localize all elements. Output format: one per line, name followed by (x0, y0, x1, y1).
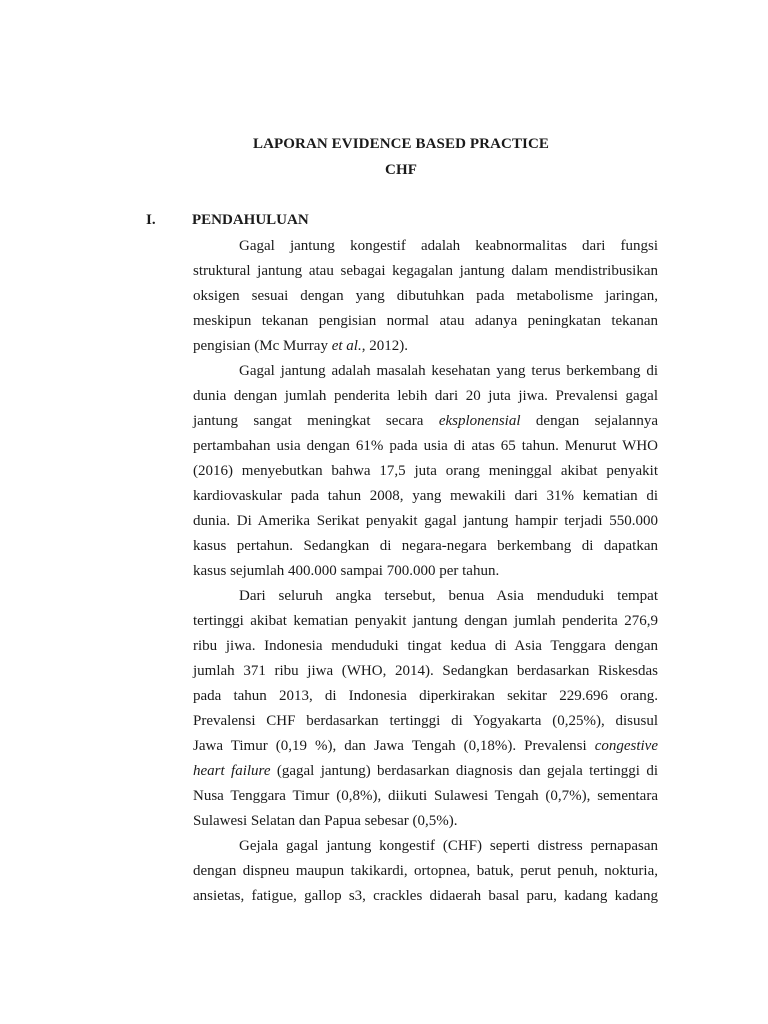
text-run: dunia. Di Amerika Serikat penyakit gagal jantung hampir terjadi 550.000 (193, 513, 658, 529)
text-line (193, 859, 658, 884)
text-run: jumlah 371 ribu jiwa (WHO, 2014). Sedangkan berdasarkan Riskesdas (193, 663, 658, 679)
text-run: Nusa Tenggara Timur (0,8%), diikuti Sulawesi Tengah (0,7%), sementara (193, 788, 658, 804)
text-line (193, 459, 658, 484)
text-run: Prevalensi CHF berdasarkan tertinggi di Yogyakarta (0,25%), disusul (193, 713, 658, 729)
text-run: (2016) menyebutkan bahwa 17,5 juta orang meninggal akibat penyakit (193, 463, 658, 479)
text-run: (gagal jantung) berdasarkan diagnosis dan gejala tertinggi di (270, 763, 658, 779)
text-line (193, 734, 658, 759)
text-run: pengisian (Mc Murray (193, 338, 332, 354)
text-line (193, 359, 658, 384)
text-run: pada tahun 2013, di Indonesia diperkirakan sekitar 229.696 orang. (193, 688, 658, 704)
text-line (193, 434, 658, 459)
paragraph (193, 584, 658, 834)
text-line (193, 659, 658, 684)
text-line (193, 534, 658, 559)
text-line (193, 509, 658, 534)
text-line (193, 234, 658, 259)
text-run: Dari seluruh angka tersebut, benua Asia menduduki tempat (239, 588, 658, 604)
text-run: Gagal jantung kongestif adalah keabnormalitas dari fungsi (239, 238, 658, 254)
text-run: dunia dengan jumlah penderita lebih dari 20 juta jiwa. Prevalensi gagal (193, 388, 658, 404)
text-line (193, 809, 658, 834)
body-text (193, 234, 658, 909)
italic-text: heart failure (193, 763, 271, 779)
text-run: , 2012). (361, 338, 408, 354)
text-run: tertinggi akibat kematian penyakit jantung dengan jumlah penderita 276,9 (193, 613, 658, 629)
text-run: ribu jiwa. Indonesia menduduki tingat kedua di Asia Tenggara dengan (193, 638, 658, 654)
text-run: oksigen sesuai dengan yang dibutuhkan pada metabolisme jaringan, (193, 288, 658, 304)
text-run: Jawa Timur (0,19 %), dan Jawa Tengah (0,18%). Prevalensi (193, 738, 595, 754)
italic-text: eksplonensial (438, 413, 521, 429)
document-subtitle: CHF (385, 162, 417, 178)
text-run: kasus pertahun. Sedangkan di negara-negara berkembang di dapatkan (193, 538, 658, 554)
italic-text: congestive (594, 738, 658, 754)
text-line (193, 484, 658, 509)
section-heading (146, 212, 309, 229)
text-run: dengan sejalannya (520, 413, 658, 429)
text-line (193, 884, 658, 909)
text-line (193, 634, 658, 659)
text-run: kasus sejumlah 400.000 sampai 700.000 per tahun. (193, 563, 500, 579)
text-line (193, 709, 658, 734)
paragraph (193, 359, 658, 584)
text-line (193, 309, 658, 334)
text-run: ansietas, fatigue, gallop s3, crackles didaerah basal paru, kadang kadang (193, 888, 658, 904)
text-run: jantung sangat meningkat secara (193, 413, 439, 429)
text-line (193, 409, 658, 434)
text-line (193, 584, 658, 609)
text-line (193, 384, 658, 409)
paragraph (193, 234, 658, 359)
text-line (193, 559, 658, 584)
text-line (193, 259, 658, 284)
text-line (193, 834, 658, 859)
text-run: Sulawesi Selatan dan Papua sebesar (0,5%). (193, 813, 458, 829)
text-line (193, 284, 658, 309)
text-run: Gagal jantung adalah masalah kesehatan yang terus berkembang di (239, 363, 658, 379)
text-line (193, 684, 658, 709)
text-line (193, 334, 658, 359)
italic-text: et al. (331, 338, 362, 354)
document-title: LAPORAN EVIDENCE BASED PRACTICE (252, 136, 550, 152)
text-run: pertambahan usia dengan 61% pada usia di atas 65 tahun. Menurut WHO (193, 438, 658, 454)
section-number: I. (146, 212, 156, 228)
text-run: struktural jantung atau sebagai kegagalan jantung dalam mendistribusikan (193, 263, 658, 279)
section-title: PENDAHULUAN (192, 212, 309, 228)
text-run: Gejala gagal jantung kongestif (CHF) seperti distress pernapasan (239, 838, 658, 854)
text-run: kardiovaskular pada tahun 2008, yang mewakili dari 31% kematian di (193, 488, 658, 504)
text-line (193, 759, 658, 784)
text-run: dengan dispneu maupun takikardi, ortopnea, batuk, perut penuh, nokturia, (193, 863, 658, 879)
text-line (193, 609, 658, 634)
paragraph (193, 834, 658, 909)
text-line (193, 784, 658, 809)
text-run: meskipun tekanan pengisian normal atau adanya peningkatan tekanan (193, 313, 658, 329)
